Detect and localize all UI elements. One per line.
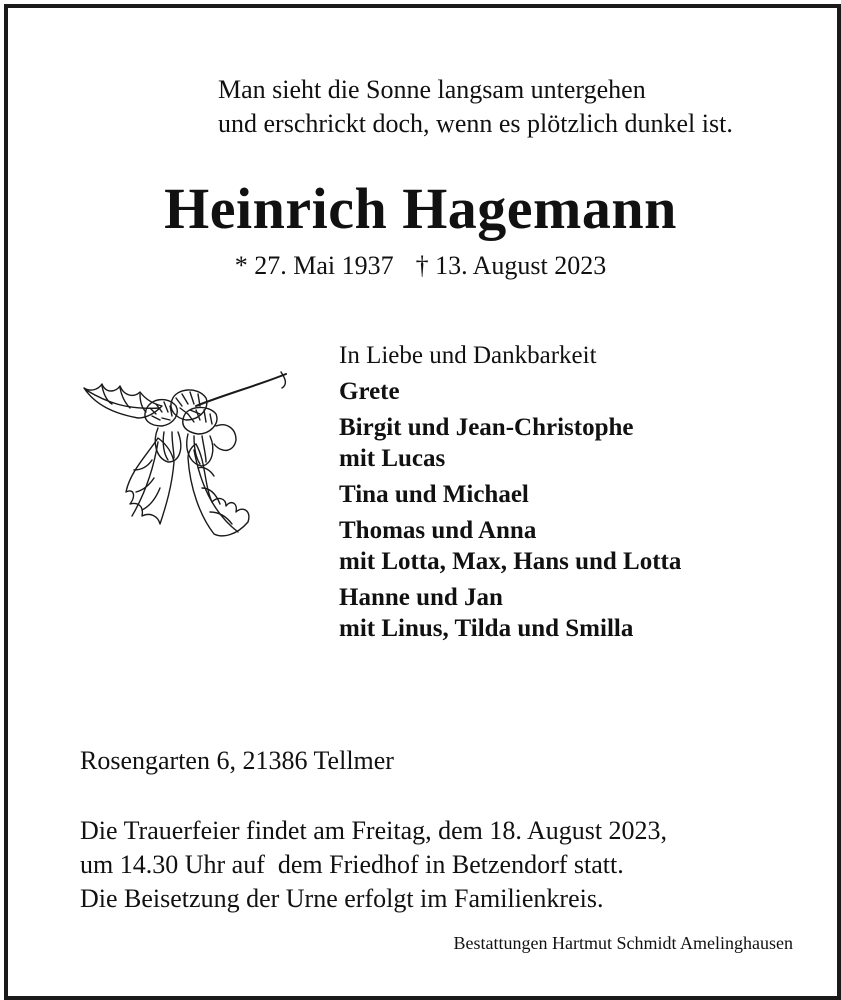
- family-member: Hanne und Jan: [339, 584, 503, 611]
- service-line-3: Die Beisetzung der Urne erfolgt im Familienkreis.: [80, 884, 604, 913]
- verse-line-2: und erschrickt doch, wenn es plötzlich dunkel ist.: [218, 109, 733, 138]
- birth-date: * 27. Mai 1937: [234, 251, 394, 280]
- service-line-1: Die Trauerfeier findet am Freitag, dem 18. August 2023,: [80, 816, 668, 845]
- oak-leaves-acorns-icon: [76, 366, 292, 546]
- family-member: mit Linus, Tilda und Smilla: [339, 615, 634, 642]
- verse-line-1: Man sieht die Sonne langsam untergehen: [218, 75, 646, 104]
- family-member: mit Lotta, Max, Hans und Lotta: [339, 548, 682, 575]
- service-line-2: um 14.30 Uhr auf dem Friedhof in Betzendorf statt.: [80, 850, 624, 879]
- family-group: [339, 582, 681, 644]
- family-group: [339, 515, 681, 577]
- family-member: Birgit und Jean-Christophe: [339, 414, 634, 441]
- family-group: [339, 479, 681, 510]
- life-dates: [0, 249, 841, 283]
- undertaker-credit: Bestattungen Hartmut Schmidt Amelinghausen: [453, 933, 793, 953]
- mourning-address: Rosengarten 6, 21386 Tellmer: [80, 746, 394, 775]
- family-group: [339, 412, 681, 474]
- memorial-verse: [218, 73, 733, 141]
- family-list: [339, 340, 681, 644]
- deceased-name: Heinrich Hagemann: [164, 176, 677, 241]
- family-member: Tina und Michael: [339, 481, 529, 508]
- family-group: [339, 376, 681, 407]
- family-intro: In Liebe und Dankbarkeit: [339, 342, 597, 369]
- family-member: mit Lucas: [339, 445, 446, 472]
- death-date: † 13. August 2023: [415, 251, 607, 280]
- funeral-service-info: [80, 814, 667, 916]
- family-member: Grete: [339, 378, 400, 405]
- family-member: Thomas und Anna: [339, 517, 537, 544]
